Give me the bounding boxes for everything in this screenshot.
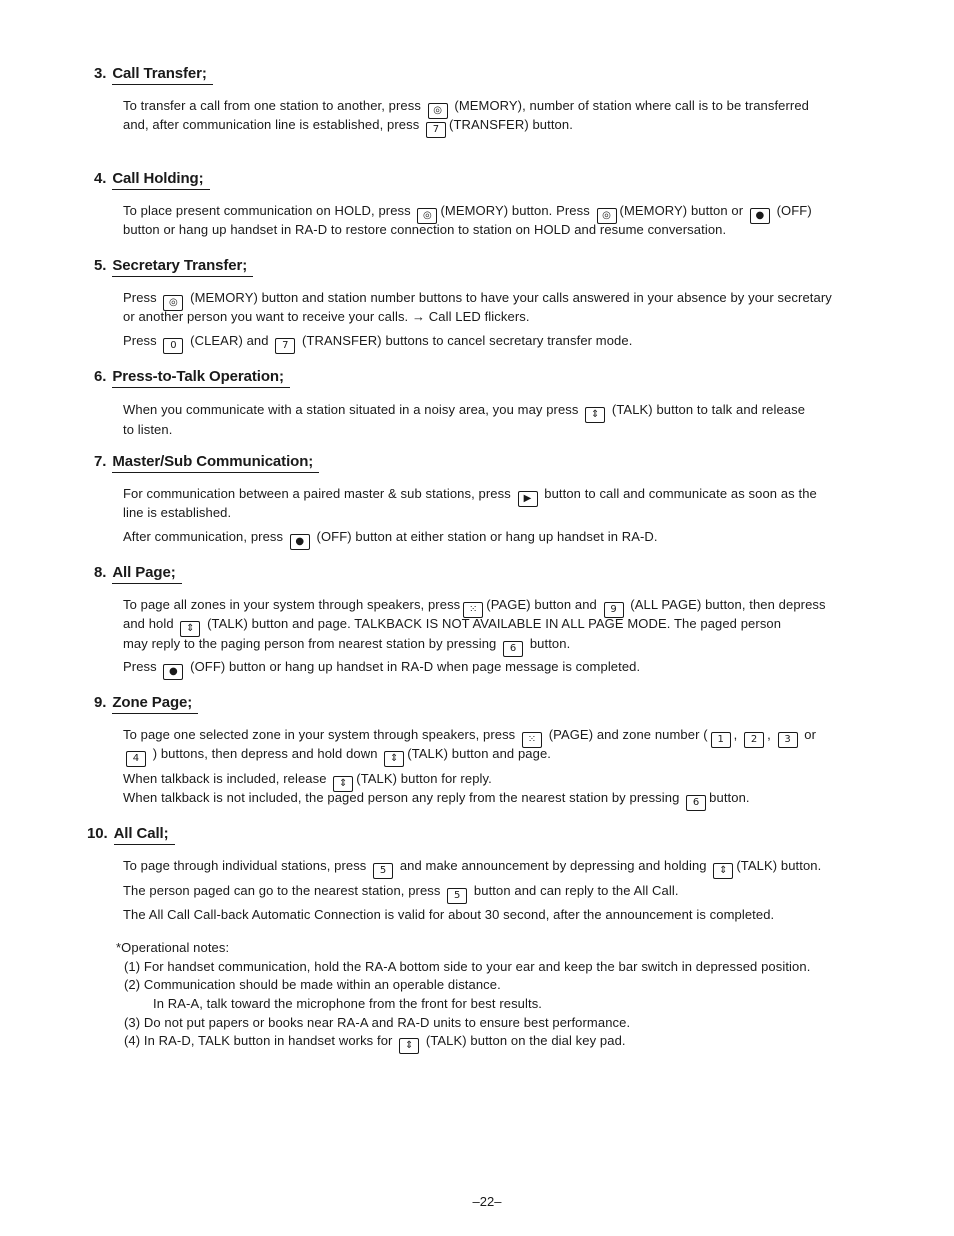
line-text: ) buttons, then depress and hold down (149, 746, 382, 761)
line-text: (MEMORY) button. Press (440, 203, 594, 218)
line-text: or (800, 727, 817, 742)
note-item: In RA-A, talk toward the microphone from the front for best results. (153, 996, 543, 1011)
line-text: and make announcement by depressing and holding (396, 858, 711, 873)
call-key-icon: ▶ (518, 491, 538, 507)
number-2-key-icon: 2 (744, 732, 764, 748)
line-text: , (767, 727, 775, 742)
body-line (123, 222, 726, 237)
section-number: 6. (94, 368, 107, 385)
line-text: (PAGE) button and (486, 597, 601, 612)
line-text: Press (123, 290, 161, 305)
number-0-key-icon: 0 (163, 338, 183, 354)
notes-heading: *Operational notes: (116, 940, 230, 955)
body-line (123, 597, 826, 618)
off-key-icon: ● (290, 534, 310, 550)
line-text: (PAGE) and zone number ( (545, 727, 708, 742)
line-text: (MEMORY) button and station number buttons to have your calls answered in your absence by your secretary (186, 290, 832, 305)
line-text: (TRANSFER) button. (449, 117, 573, 132)
section-title: All Page; (112, 564, 181, 584)
line-text: To page through individual stations, press (123, 858, 371, 873)
talk-key-icon: ⇕ (384, 751, 404, 767)
section-number: 8. (94, 564, 107, 581)
memory-key-icon: ◎ (163, 295, 183, 311)
line-text: and hold (123, 616, 178, 631)
talk-key-icon: ⇕ (399, 1038, 419, 1054)
body-line (123, 858, 821, 879)
line-text: button. (526, 636, 571, 651)
note-text: (4) In RA-D, TALK button in handset works for (124, 1033, 397, 1048)
section-heading (94, 257, 253, 277)
talk-key-icon: ⇕ (333, 776, 353, 792)
section-title: Master/Sub Communication; (112, 453, 319, 473)
note-item: (2) Communication should be made within an operable distance. (124, 977, 501, 992)
line-text: (MEMORY) button or (619, 203, 747, 218)
line-text: The person paged can go to the nearest station, press (123, 883, 445, 898)
section-title: Zone Page; (112, 694, 198, 714)
line-text: or another person you want to receive your calls. → Call LED flickers. (123, 309, 530, 324)
section-number: 5. (94, 257, 107, 274)
number-5-key-icon: 5 (373, 863, 393, 879)
body-line (123, 333, 632, 354)
body-line (123, 486, 817, 507)
section-title: Call Holding; (112, 170, 209, 190)
line-text: (ALL PAGE) button, then depress (626, 597, 826, 612)
body-line (123, 746, 551, 767)
line-text: button to call and communicate as soon as the (540, 486, 817, 501)
section-number: 9. (94, 694, 107, 711)
body-line (123, 402, 805, 423)
line-text: (CLEAR) and (186, 333, 273, 348)
section-title: All Call; (114, 825, 175, 845)
section-number: 3. (94, 65, 107, 82)
number-6-key-icon: 6 (503, 641, 523, 657)
line-text: button. (709, 790, 750, 805)
number-6-key-icon: 6 (686, 795, 706, 811)
page-key-icon: ⁙ (522, 732, 542, 748)
line-text: (OFF) button at either station or hang up handset in RA-D. (312, 529, 658, 544)
section-title: Press-to-Talk Operation; (112, 368, 290, 388)
body-line (123, 883, 679, 904)
line-text: button or hang up handset in RA-D to restore connection to station on HOLD and resume conversation. (123, 222, 727, 237)
off-key-icon: ● (163, 664, 183, 680)
line-text: For communication between a paired master & sub stations, press (123, 486, 515, 501)
line-text: After communication, press (123, 529, 287, 544)
body-line (123, 790, 750, 811)
line-text: (OFF) button or hang up handset in RA-D when page message is completed. (186, 659, 641, 674)
section-number: 7. (94, 453, 107, 470)
line-text: Press (123, 333, 161, 348)
body-line (123, 529, 658, 550)
memory-key-icon: ◎ (428, 103, 448, 119)
number-5-key-icon: 5 (447, 888, 467, 904)
line-text: button and can reply to the All Call. (470, 883, 679, 898)
line-text: (TALK) button to talk and release (608, 402, 806, 417)
body-line (123, 659, 640, 680)
body-line (123, 203, 812, 224)
note-item: (3) Do not put papers or books near RA-A and RA-D units to ensure best performance. (124, 1015, 631, 1030)
body-line (123, 505, 231, 520)
section-title: Secretary Transfer; (112, 257, 253, 277)
number-1-key-icon: 1 (711, 732, 731, 748)
line-text: To place present communication on HOLD, press (123, 203, 415, 218)
talk-key-icon: ⇕ (585, 407, 605, 423)
line-text: and, after communication line is established, press (123, 117, 424, 132)
line-text: When talkback is not included, the paged person any reply from the nearest station by pressing (123, 790, 684, 805)
note-item (124, 1033, 626, 1054)
body-line (123, 616, 781, 637)
off-key-icon: ● (750, 208, 770, 224)
number-7-key-icon: 7 (275, 338, 295, 354)
number-3-key-icon: 3 (778, 732, 798, 748)
body-line (123, 636, 570, 657)
line-text: (TALK) button for reply. (356, 771, 492, 786)
line-text: (TALK) button and page. TALKBACK IS NOT AVAILABLE IN ALL PAGE MODE. The paged person (203, 616, 782, 631)
section-heading (94, 564, 182, 584)
number-4-key-icon: 4 (126, 751, 146, 767)
line-text: may reply to the paging person from nearest station by pressing (123, 636, 501, 651)
line-text: (TRANSFER) buttons to cancel secretary transfer mode. (298, 333, 633, 348)
talk-key-icon: ⇕ (713, 863, 733, 879)
body-line (123, 727, 816, 748)
body-line (123, 309, 530, 324)
page-number: –22– (472, 1194, 502, 1209)
body-line (123, 117, 573, 138)
section-heading (87, 825, 175, 845)
line-text: To page all zones in your system through speakers, press (123, 597, 461, 612)
line-text: (MEMORY), number of station where call is to be transferred (450, 98, 810, 113)
section-heading (94, 694, 198, 714)
body-line (123, 290, 832, 311)
talk-key-icon: ⇕ (180, 621, 200, 637)
line-text: When you communicate with a station situated in a noisy area, you may press (123, 402, 583, 417)
line-text: (TALK) button and page. (407, 746, 551, 761)
memory-key-icon: ◎ (417, 208, 437, 224)
line-text: line is established. (123, 505, 232, 520)
line-text: (OFF) (772, 203, 812, 218)
body-line (123, 907, 774, 922)
body-line (123, 422, 172, 437)
section-number: 10. (87, 825, 108, 842)
line-text: When talkback is included, release (123, 771, 331, 786)
section-heading (94, 170, 210, 190)
section-heading (94, 453, 319, 473)
number-9-key-icon: 9 (604, 602, 624, 618)
line-text: (TALK) button. (736, 858, 822, 873)
number-7-key-icon: 7 (426, 122, 446, 138)
section-title: Call Transfer; (112, 65, 212, 85)
line-text: The All Call Call-back Automatic Connection is valid for about 30 second, after the announcement is completed. (123, 907, 775, 922)
line-text: Press (123, 659, 161, 674)
memory-key-icon: ◎ (597, 208, 617, 224)
note-item: (1) For handset communication, hold the RA-A bottom side to your ear and keep the bar switch in depressed position. (124, 959, 811, 974)
line-text: , (733, 727, 742, 742)
line-text: To page one selected zone in your system through speakers, press (123, 727, 519, 742)
section-number: 4. (94, 170, 107, 187)
section-heading (94, 65, 213, 85)
page-key-icon: ⁙ (463, 602, 483, 618)
section-heading (94, 368, 290, 388)
body-line (123, 771, 492, 792)
line-text: to listen. (123, 422, 173, 437)
line-text: To transfer a call from one station to another, press (123, 98, 425, 113)
body-line (123, 98, 809, 119)
note-text: (TALK) button on the dial key pad. (422, 1033, 626, 1048)
